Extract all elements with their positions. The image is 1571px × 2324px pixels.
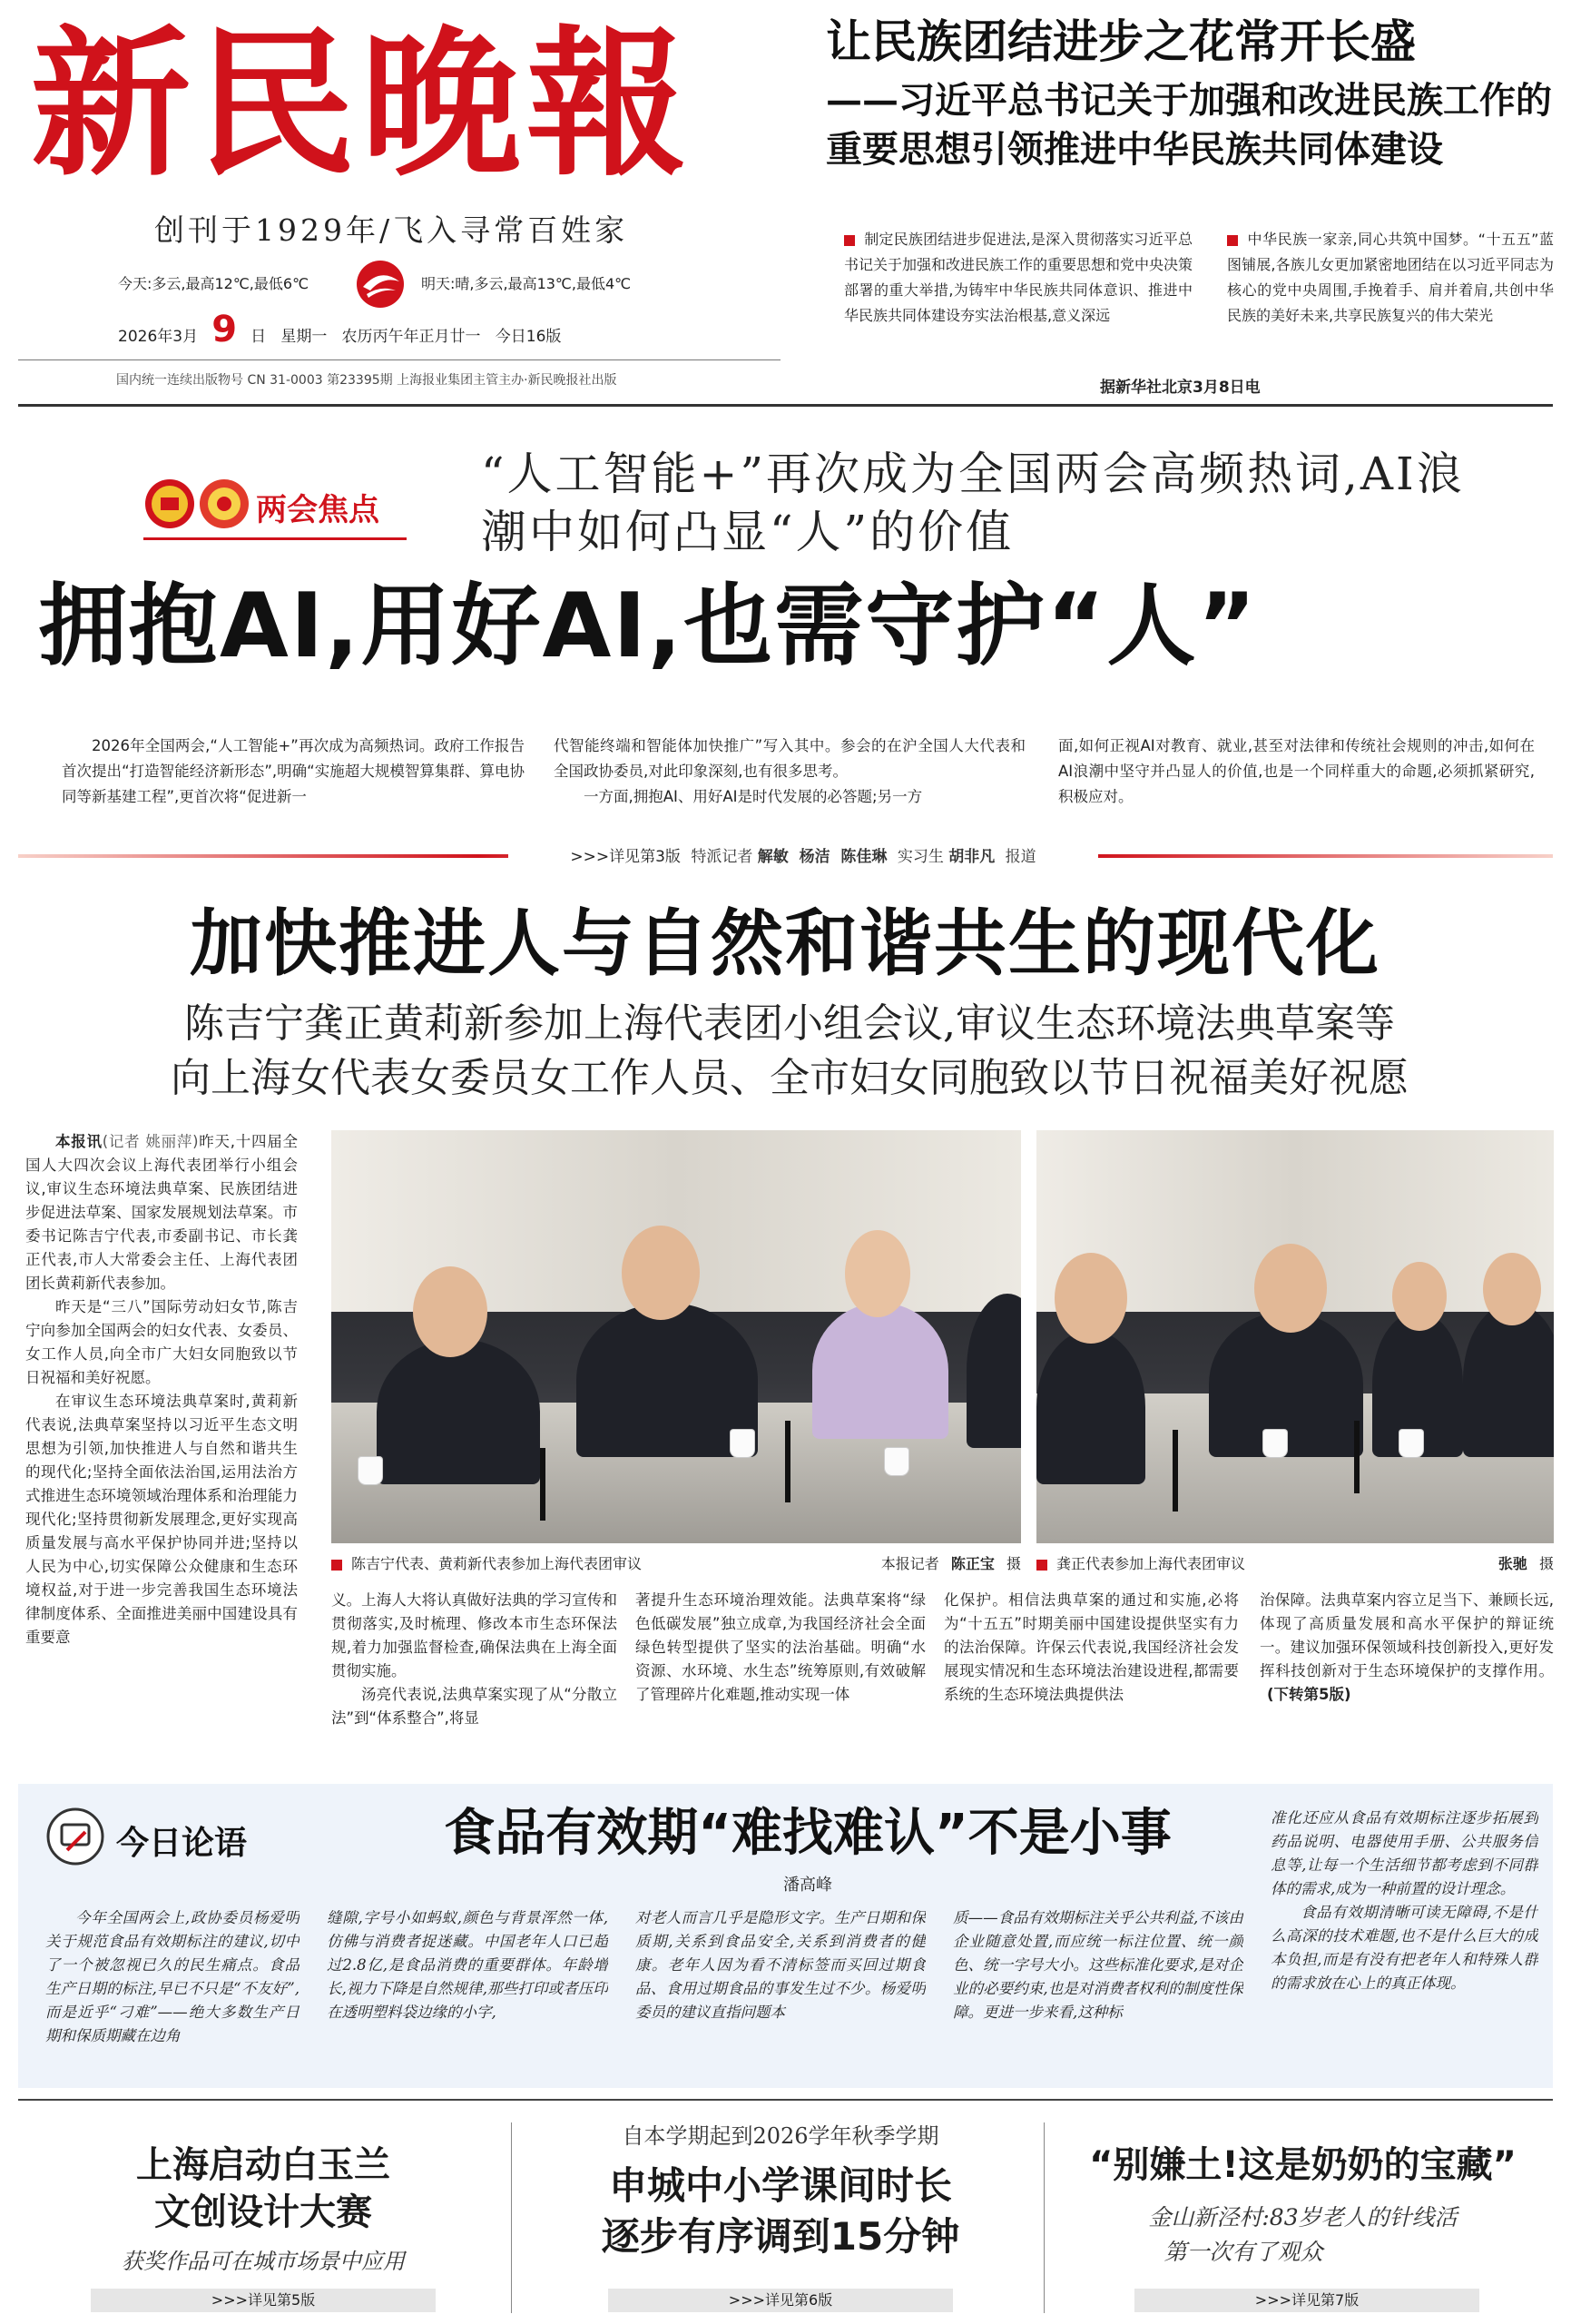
weather-tomorrow: 明天:晴,多云,最高13℃,最低4℃ xyxy=(421,275,632,292)
section-label-text: 两会焦点 xyxy=(256,492,379,528)
commentary-label-text: 今日论语 xyxy=(116,1824,248,1862)
teaser-2-title-line-2: 逐步有序调到15分钟 xyxy=(601,2214,960,2259)
commentary-col-5 xyxy=(1271,1807,1538,2074)
ai-story-col-1 xyxy=(62,734,525,815)
ai-story-headline: 拥抱AI,用好AI,也需守护“人” xyxy=(38,575,1258,678)
ecology-headline: 加快推进人与自然和谐共生的现代化 xyxy=(190,901,1380,986)
bullet-square-icon xyxy=(844,235,855,246)
bullet-square-icon xyxy=(1227,235,1238,246)
bottom-teaser-2[interactable] xyxy=(522,2111,1039,2315)
photo-1-credit: 陈正宝 xyxy=(950,1555,995,1572)
photo-2-caption-text: 龚正代表参加上海代表团审议 xyxy=(1056,1555,1246,1572)
issue-date-suffix: 日 星期一 农历丙午年正月廿一 今日16版 xyxy=(250,328,562,346)
gavel-quill-icon xyxy=(45,1807,105,1866)
teaser-2-title-line-1: 申城中小学课间时长 xyxy=(608,2163,952,2208)
intern-name: 胡非凡 xyxy=(948,848,996,866)
masthead xyxy=(18,10,781,398)
report-suffix: 报道 xyxy=(1005,848,1036,866)
cppcc-emblem-icon xyxy=(198,478,250,530)
ecology-col-a2-text: 汤亮代表说,法典草案实现了从“分散立法”到“体系整合”,将显 xyxy=(331,1686,617,1727)
ai-story-col-2 xyxy=(554,734,1026,815)
teaser-1-see-more[interactable]: >>>详见第5版 xyxy=(91,2289,436,2312)
teaser-1-title-line-2: 文创设计大赛 xyxy=(154,2191,372,2233)
commentary-col-5a-text: 准化还应从食品有效期标注逐步拓展到药品说明、电器使用手册、公共服务信息等,让每一个生活细节都考虑到不同群体的需求,成为一种前置的设计理念。 xyxy=(1271,1809,1538,1897)
photo-2-credit-suffix: 摄 xyxy=(1538,1555,1554,1572)
photo-meeting-1 xyxy=(331,1130,1021,1543)
photo-1-credit-prefix: 本报记者 xyxy=(880,1555,939,1572)
caption-square-icon xyxy=(1036,1560,1047,1571)
issue-date-row xyxy=(118,309,771,349)
top-story-bullet-1-text: 制定民族团结进步促进法,是深入贯彻落实习近平总书记关于加强和改进民族工作的重要思想和党中央决策部署的重大举措,为铸牢中华民族共同体意识、推进中华民族共同体建设夯实法治根基,意义深远 xyxy=(844,231,1193,324)
teaser-1-title-line-1: 上海启动白玉兰 xyxy=(136,2144,390,2186)
masthead-divider xyxy=(18,359,781,360)
see-page-3-link[interactable]: >>>详见第3版 xyxy=(570,848,681,866)
teaser-divider-1 xyxy=(511,2122,512,2313)
top-story-bullet-2 xyxy=(1227,227,1554,354)
teaser-2-see-more[interactable]: >>>详见第6版 xyxy=(608,2289,953,2312)
teaser-3-subtitle-line-1: 金山新泾村:83岁老人的针线活 xyxy=(1148,2204,1458,2230)
ecology-lead-column xyxy=(25,1130,298,1766)
commentary-col-5b-text: 食品有效期清晰可读无障碍,不是什么高深的技术难题,也不是什么巨大的成本负担,而是有没有把老年人和特殊人群的需求放在心上的真正体现。 xyxy=(1271,1904,1538,1992)
ai-story-col-3-text: 面,如何正视AI对教育、就业,甚至对法律和传统社会规则的冲击,如何在AI浪潮中坚守并凸显人的价值,也是一个同样重大的命题,必须抓紧研究,积极应对。 xyxy=(1058,737,1535,805)
teaser-1-subtitle: 获奖作品可在城市场景中应用 xyxy=(122,2249,405,2274)
teaser-divider-2 xyxy=(1044,2122,1045,2313)
weather-today: 今天:多云,最高12℃,最低6℃ xyxy=(118,275,309,292)
lead-byline: (记者 姚丽萍) xyxy=(102,1133,199,1150)
ai-story-col-2a: 代智能终端和智能体加快推广”写入其中。参会的在沪全国人大代表和全国政协委员,对此印象深刻,也有很多思考。 xyxy=(554,737,1026,780)
top-story-subheadline: ——习近平总书记关于加强和改进民族工作的重要思想引领推进中华民族共同体建设 xyxy=(826,79,1552,171)
caption-square-icon xyxy=(331,1560,342,1571)
top-story xyxy=(813,13,1554,397)
issue-date-day: 9 xyxy=(211,309,238,350)
commentary-col-4 xyxy=(953,1906,1243,2074)
ecology-sub-2: 向上海女代表女委员女工作人员、全市妇女同胞致以节日祝福美好祝愿 xyxy=(171,1055,1409,1101)
masthead-title: 新民晚報 xyxy=(31,10,692,198)
reporters-names: 解敏 杨洁 陈佳琳 xyxy=(757,848,888,866)
continued-on-page-5[interactable]: (下转第5版) xyxy=(1267,1686,1351,1703)
ecology-col-d-text: 治保障。法典草案内容立足当下、兼顾长远,体现了高质量发展和高水平保护的辩证统一。建议加强环保领域科技创新投入,更好发挥科技创新对于生态环境保护的支撑作用。 xyxy=(1260,1591,1554,1679)
ecology-col-d xyxy=(1260,1589,1554,1770)
intern-prefix: 实习生 xyxy=(897,848,944,866)
reporters-prefix: 特派记者 xyxy=(691,848,753,866)
bottom-teaser-1[interactable] xyxy=(18,2111,508,2315)
commentary-col-3 xyxy=(635,1906,926,2074)
ecology-col-a-text: 义。上海人大将认真做好法典的学习宣传和贯彻落实,及时梳理、修改本市生态环保法规,着力加强监督检查,确保法典在上海全面贯彻实施。 xyxy=(331,1591,617,1679)
ai-story-byline xyxy=(508,844,1098,870)
teaser-3-subtitle-line-2: 第一次有了观众 xyxy=(1164,2239,1323,2265)
publication-info: 国内统一连续出版物号 CN 31-0003 第23395期 上海报业集团主管主办·新民晚报社出版 xyxy=(116,373,617,388)
national-emblem-icon xyxy=(143,478,196,530)
commentary-col-1 xyxy=(45,1906,299,2074)
masthead-slogan: 创刊于1929年/飞入寻常百姓家 xyxy=(154,212,629,248)
ecology-col-a xyxy=(331,1589,617,1770)
commentary-col-3-text: 对老人而言几乎是隐形文字。生产日期和保质期,关系到食品安全,关系到消费者的健康。老年人因为看不清标签而买回过期食品、食用过期食品的事发生过不少。杨爱明委员的建议直指问题本 xyxy=(635,1909,926,2021)
top-story-bullet-2-text: 中华民族一家亲,同心共筑中国梦。“十五五”蓝图铺展,各族儿女更加紧密地团结在以习近平同志为核心的党中央周围,手挽着手、肩并着肩,共创中华民族的美好未来,共享民族复兴的伟大荣光 xyxy=(1227,231,1554,324)
photo-1-caption-text: 陈吉宁代表、黄莉新代表参加上海代表团审议 xyxy=(351,1555,643,1572)
lead-para-2: 昨天是“三八”国际劳动妇女节,陈吉宁向参加全国两会的妇女代表、女委员、女工作人员,向全市广大妇女同胞致以节日祝福和美好祝愿。 xyxy=(25,1298,298,1386)
commentary-author: 潘高峰 xyxy=(783,1876,832,1895)
section-label-lianghui xyxy=(143,478,416,532)
ai-story-col-3 xyxy=(1058,734,1535,815)
ai-story-col-2b: 一方面,拥抱AI、用好AI是时代发展的必答题;另一方 xyxy=(584,788,923,805)
top-story-bullet-1 xyxy=(844,227,1193,354)
photo-2-credit: 张驰 xyxy=(1497,1555,1527,1572)
teaser-2-kicker: 自本学期起到2026学年秋季学期 xyxy=(622,2123,939,2149)
photo-meeting-2 xyxy=(1036,1130,1554,1543)
ecology-col-b-text: 著提升生态环境治理效能。法典草案将“绿色低碳发展”独立成章,为我国经济社会全面绿色转型提供了坚实的法治基础。明确“水资源、水环境、水生态”统筹原则,有效破解了管理碎片化难题,推动实现一体 xyxy=(635,1591,926,1703)
commentary-col-2-text: 缝隙,字号小如蚂蚁,颜色与背景浑然一体,仿佛与消费者捉迷藏。中国老年人口已超过2.8亿,是食品消费的重要群体。年龄增长,视力下降是自然规律,那些打印或者压印在透明塑料袋边缘的小字, xyxy=(327,1909,608,2021)
commentary-headline: 食品有效期“难找难认”不是小事 xyxy=(444,1804,1172,1863)
commentary-col-1-text: 今年全国两会上,政协委员杨爱明关于规范食品有效期标注的建议,切中了一个被忽视已久的民生痛点。食品生产日期的标注,早已不只是“不友好”,而是近乎“刁难”——绝大多数生产日期和保质期藏在边角 xyxy=(45,1909,299,2044)
section-rule-bottom xyxy=(18,2099,1553,2101)
photo-1-credit-suffix: 摄 xyxy=(1006,1555,1021,1572)
top-story-source: 据新华社北京3月8日电 xyxy=(1100,379,1261,397)
ecology-col-c xyxy=(944,1589,1239,1770)
ecology-sub-1: 陈吉宁龚正黄莉新参加上海代表团小组会议,审议生态环境法典草案等 xyxy=(184,1000,1395,1047)
bottom-teaser-3[interactable] xyxy=(1053,2111,1553,2315)
ai-story xyxy=(18,427,1553,881)
newspaper-logo-icon xyxy=(354,258,407,310)
teaser-3-title: “别嫌土!这是奶奶的宝藏” xyxy=(1089,2144,1517,2186)
commentary-col-2 xyxy=(327,1906,608,2074)
section-label-underline xyxy=(143,537,407,540)
top-story-headline: 让民族团结进步之花常开长盛 xyxy=(826,15,1416,68)
section-rule-top xyxy=(18,404,1553,407)
commentary-col-4-text: 质——食品有效期标注关乎公共利益,不该由企业随意处置,而应统一标注位置、统一颜色、统一字号大小。这些标准化要求,是对企业的必要约束,也是对消费者权利的制度性保障。更进一步来看,这种标 xyxy=(953,1909,1243,2021)
photo-2-caption xyxy=(1036,1552,1554,1576)
ai-story-kicker: “人工智能+”再次成为全国两会高频热词,AI浪潮中如何凸显“人”的价值 xyxy=(481,448,1465,558)
lead-para-3: 在审议生态环境法典草案时,黄莉新代表说,法典草案坚持以习近平生态文明思想为引领,加快推进人与自然和谐共生的现代化;坚持全面依法治国,运用法治方式推进生态环境领域治理体系和治理能力现代化;坚持贯彻新发展理念,更好实现高质量发展与高水平保护协同并进;坚持以人民为中心,切实保障公众健康和生态环境权益,对于进一步完善我国生态环境法律制度体系、全面推进美丽中国建设具有重要意 xyxy=(25,1393,298,1646)
issue-date-prefix: 2026年3月 xyxy=(118,328,199,346)
lead-para-1: 昨天,十四届全国人大四次会议上海代表团举行小组会议,审议生态环境法典草案、民族团结进步促进法草案、国家发展规划法草案。市委书记陈吉宁代表,市委副书记、市长龚正代表,市人大常委会主任、上海代表团团长黄莉新代表参加。 xyxy=(25,1133,298,1292)
lead-label: 本报讯 xyxy=(55,1133,103,1150)
commentary-label xyxy=(45,1807,290,1870)
teaser-3-see-more[interactable]: >>>详见第7版 xyxy=(1134,2289,1479,2312)
ecology-col-c-text: 化保护。相信法典草案的通过和实施,必将为“十五五”时期美丽中国建设提供坚实有力的法治保障。许保云代表说,我国经济社会发展现实情况和生态环境法治建设进程,都需要系统的生态环境法典提供法 xyxy=(944,1591,1239,1703)
photo-1-caption xyxy=(331,1552,1021,1576)
ecology-col-b xyxy=(635,1589,926,1770)
ai-story-col-1-text: 2026年全国两会,“人工智能+”再次成为高频热词。政府工作报告首次提出“打造智能经济新形态”,明确“实施超大规模智算集群、算电协同等新基建工程”,更首次将“促进新一 xyxy=(62,737,525,805)
